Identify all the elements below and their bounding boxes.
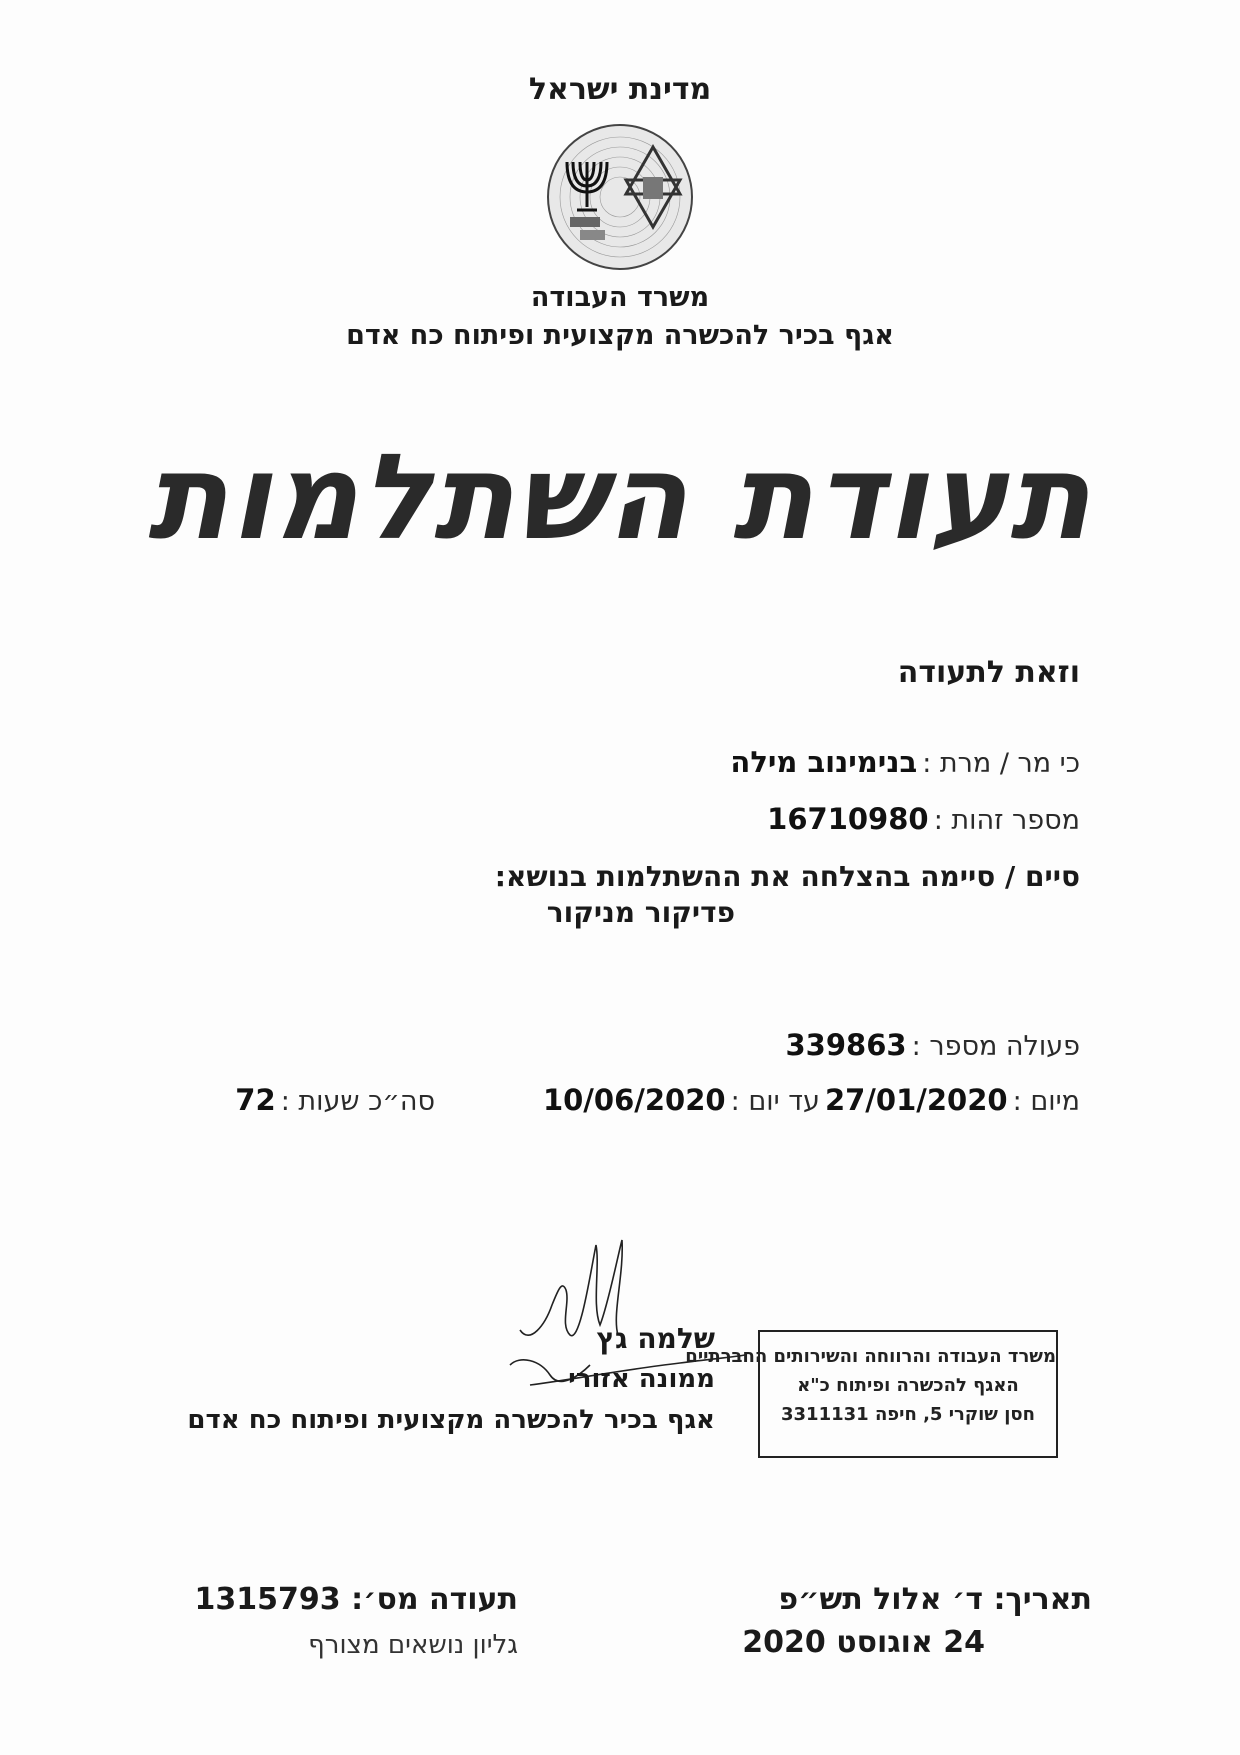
operation-label: פעולה מספר : [911,1031,1080,1062]
stamp-line-address: חסן שוקרי 5, חיפה 3311131 [781,1404,1035,1425]
operation-row [786,1028,1081,1062]
date-label: תאריך: [993,1582,1092,1617]
operation-value: 339863 [785,1028,907,1062]
signer-name: שלמה גץ [596,1322,715,1355]
certificate-title: תעודת השתלמות [147,428,1093,566]
certificate-number: 1315793 [194,1582,341,1617]
state-name: מדינת ישראל [528,72,712,107]
id-label: מספר זהות : [933,805,1080,836]
id-value: 16710980 [767,802,929,836]
hours-row [235,1083,435,1117]
state-emblem-icon [545,122,695,272]
date-gregorian: 24 אוגוסט 2020 [742,1625,985,1660]
completed-line: סיים / סיימה בהצלחה את ההשתלמות בנושא: [494,860,1080,893]
name-value: בנימינוב מילה [730,745,918,779]
stamp-line-division: האגף להכשרה ופיתוח כ"א [797,1375,1019,1396]
signer-role: ממונה אזורי [568,1364,715,1394]
hours-value: 72 [235,1083,276,1117]
from-label: מיום : [1012,1086,1080,1117]
hours-label: סה״כ שעות : [280,1086,435,1117]
to-date: 10/06/2020 [542,1083,726,1117]
to-label: עד יום : [730,1086,820,1117]
name-row [730,745,1080,779]
date-hebrew: ד׳ אלול תש״פ [778,1582,983,1617]
date-row [778,1582,1092,1617]
name-label: כי מר / מרת : [922,748,1080,779]
course-subject: פדיקור מניקור [546,896,735,929]
signer-division: אגף בכיר להכשרה מקצועית ופיתוח כח אדם [187,1405,715,1435]
certificate-number-row [195,1582,518,1617]
id-row [767,802,1080,836]
certificate-number-label: תעודה מס׳: [351,1582,518,1617]
division-name: אגף בכיר להכשרה מקצועית ופיתוח כח אדם [346,320,894,351]
attached-note: גליון נושאים מצורף [308,1630,518,1660]
stamp-line-ministry: משרד העבודה והרווחה והשירותים החברתיים [685,1346,1056,1367]
intro-text: וזאת לתעודה [897,655,1080,690]
from-date: 27/01/2020 [824,1083,1008,1117]
ministry-name: משרד העבודה [530,282,710,313]
dates-row [543,1083,1080,1117]
office-stamp [685,1330,1058,1458]
